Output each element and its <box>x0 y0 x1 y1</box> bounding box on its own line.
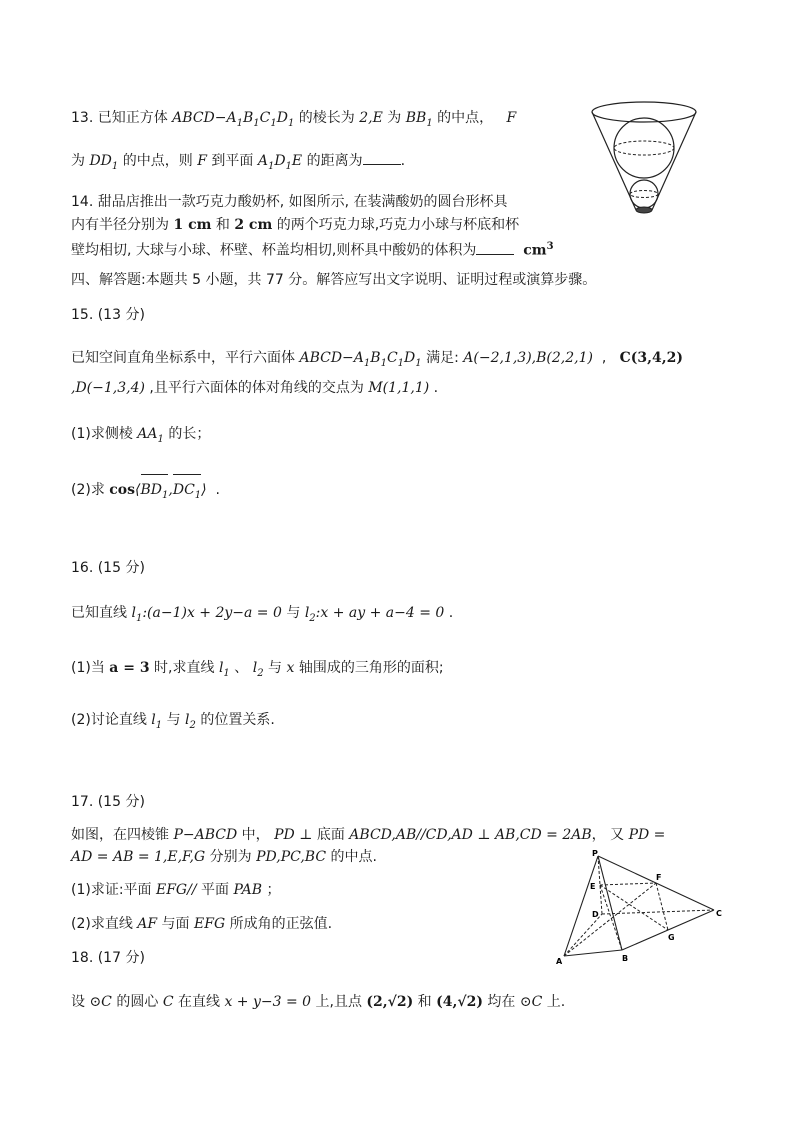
label-f: F <box>656 873 662 882</box>
q18-head: 18. (17 分) <box>71 950 145 966</box>
q18-line1: 设 ⊙C 的圆心 C 在直线 x + y−3 = 0 上,且点 (2,√2) 和 (4,√2) 均在 ⊙C 上. <box>71 994 566 1010</box>
frustum-cup-figure <box>588 98 700 220</box>
q13-line1: 13. 已知正方体 $ABCD-A_1B_1C_1D_1$ 的棱长为 2,E 为 $BB_1$ 的中点， F <box>71 110 517 129</box>
q14-line2: 内有半径分别为 1 cm 和 2 cm 的两个巧克力球,巧克力小球与杯底和杯 <box>71 217 520 233</box>
q16-head: 16. (15 分) <box>71 560 145 576</box>
q17-part2: (2)求直线 AF 与面 EFG 所成角的正弦值. <box>71 916 333 932</box>
label-g: G <box>668 933 675 942</box>
q16-part1: (1)当 a = 3 时,求直线 $l_1$ 、 $l_2$ 与 x 轴围成的三角形的面积; <box>71 660 444 679</box>
q17-line1: 如图，在四棱锥 P−ABCD 中， PD ⊥ 底面 ABCD,AB//CD,AD ⊥ AB,CD = 2AB， 又 PD = <box>71 827 666 843</box>
q15-line2: ,D(−1,3,4) ,且平行六面体的体对角线的交点为 M(1,1,1) . <box>71 380 439 396</box>
q14-line3: 壁均相切, 大球与小球、杯壁、杯盖均相切,则杯具中酸奶的体积为 $cm^3$ <box>71 241 554 259</box>
label-c: C <box>716 909 722 918</box>
label-e: E <box>590 882 596 891</box>
answer-blank <box>363 150 401 165</box>
label-a: A <box>556 957 563 966</box>
q15-part2: (2)求 $\cos⟨BD_1$ $,DC_1$ ⟩ . <box>71 480 220 506</box>
pyramid-figure <box>552 846 730 970</box>
q17-part1: (1)求证:平面 EFG// 平面 PAB ； <box>71 882 281 898</box>
q15-part1: (1)求侧棱 $AA_1$ 的长； <box>71 426 211 445</box>
label-p: P <box>592 849 598 858</box>
q13-line2: 为 $DD_1$ 的中点，则 F 到平面 $A_1D_1E$ 的距离为 . <box>71 150 405 177</box>
answer-blank <box>476 240 514 255</box>
q15-line1: 已知空间直角坐标系中，平行六面体 $ABCD-A_1B_1C_1D_1$ 满足: A(−2,1,3),B(2,2,1) , C(3,4,2) <box>71 350 684 369</box>
q14-line1: 14. 甜品店推出一款巧克力酸奶杯, 如图所示, 在装满酸奶的圆台形杯具 <box>71 194 508 210</box>
q15-head: 15. (13 分) <box>71 307 145 323</box>
q16-part2: (2)讨论直线 $l_1$ 与 $l_2$ 的位置关系. <box>71 712 275 731</box>
q17-head: 17. (15 分) <box>71 794 145 810</box>
section-heading: 四、解答题:本题共 5 小题，共 77 分。解答应写出文字说明、证明过程或演算步骤。 <box>71 272 597 288</box>
q17-line2: AD = AB = 1,E,F,G 分别为 PD,PC,BC 的中点. <box>71 849 377 865</box>
label-b: B <box>622 954 629 963</box>
label-d: D <box>592 910 599 919</box>
q16-line1: 已知直线 $l_1:(a-1)x + 2y-a = 0$ 与 $l_2:x$ + ay + a−4 = 0 . <box>71 605 454 624</box>
